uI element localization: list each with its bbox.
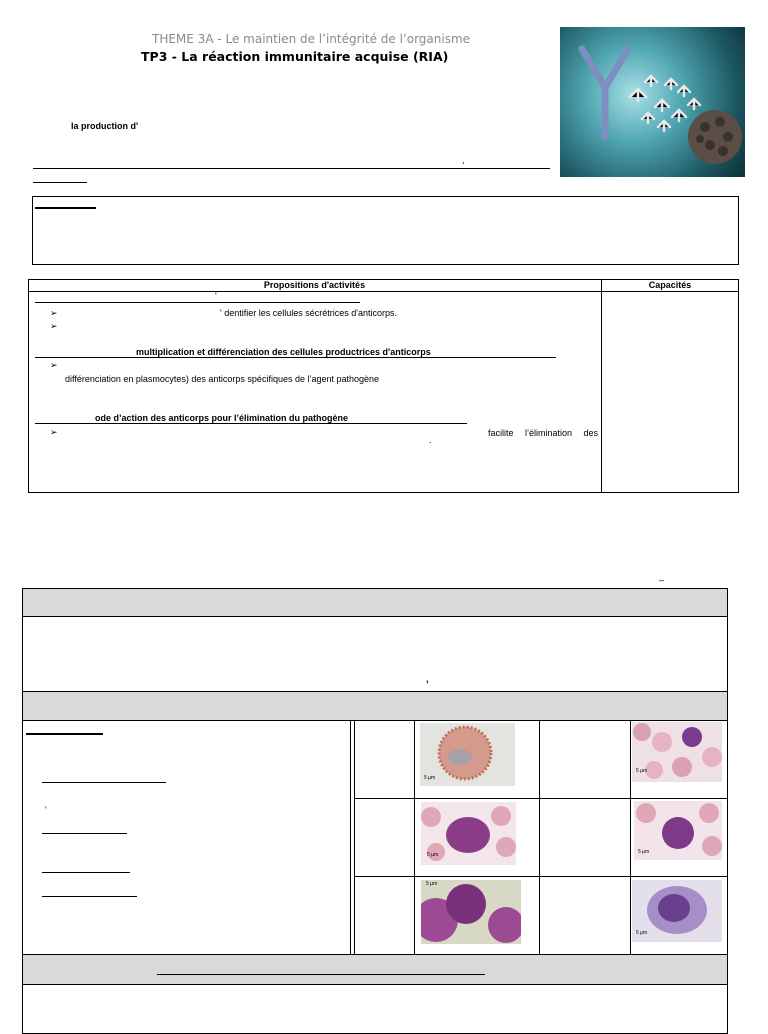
row1-apostrophe: ': [215, 291, 217, 301]
cells-answer-line-4: [42, 896, 137, 897]
col-propositions: Propositions d'activités: [263, 280, 366, 290]
cells-area: [22, 720, 728, 955]
section-body-3: [22, 984, 728, 1034]
scale-label-4: 5 µm: [638, 849, 650, 855]
cells-answer-line-2: [42, 833, 127, 834]
scale-label-1: 5 µm: [424, 775, 436, 781]
bullet-3: ➢: [50, 360, 58, 370]
lower-dash: –: [659, 575, 665, 585]
row1-bullet1-text: ' dentifier les cellules sécrétrices d'anticorps.: [220, 308, 398, 318]
cells-divider-a: [350, 720, 351, 955]
row2-text: différenciation en plasmocytes) des anticorps spécifiques de l’agent pathogène: [65, 374, 380, 384]
scale-label-6: 5 µm: [636, 930, 648, 936]
lower-comma: ,: [426, 674, 429, 684]
bullet-4: ➢: [50, 427, 58, 437]
intro-production-text: la production d': [71, 121, 139, 131]
activities-table-header-line: [28, 291, 739, 292]
section-body-1: [22, 616, 728, 692]
row3-heading: ode d’action des anticorps pour l’élimination du pathogène: [95, 413, 349, 423]
intro-line-1: [33, 168, 550, 169]
cells-divider-e: [630, 720, 631, 955]
cells-row-line-2: [354, 876, 728, 877]
tp-title: TP3 - La réaction immunitaire acquise (RIA): [141, 49, 449, 64]
scale-label-3: 5 µm: [427, 852, 439, 858]
row3-period: .: [429, 435, 432, 445]
theme-title: THEME 3A - Le maintien de l’intégrité de l’organisme: [152, 32, 471, 46]
row3-text: facilite l’élimination des: [488, 428, 598, 438]
row2-heading: multiplication et différenciation des cellules productrices d'anticorps: [136, 347, 431, 357]
activities-table-divider: [601, 279, 602, 493]
cells-answer-line-1: [42, 782, 166, 783]
antibody-illustration: [560, 27, 745, 177]
cells-apostrophe: ': [45, 805, 47, 815]
bullet-2: ➢: [50, 321, 58, 331]
section-header-1: [22, 588, 728, 617]
cells-divider-c: [414, 720, 415, 955]
cells-heading-underline: [26, 733, 103, 735]
col-capacites: Capacités: [648, 280, 692, 290]
cells-row-line-1: [354, 798, 728, 799]
cells-divider-b: [354, 720, 355, 955]
section-header-3-line: [157, 974, 485, 975]
section-header-3: [22, 954, 728, 985]
problem-box-heading-underline: [35, 207, 96, 209]
scale-label-2: 5 µm: [636, 768, 648, 774]
bullet-1: ➢: [50, 308, 58, 318]
row3-heading-line: [35, 423, 467, 424]
micrograph-5: [421, 880, 521, 944]
intro-line-2: [33, 182, 87, 183]
cells-divider-d: [539, 720, 540, 955]
intro-comma: ,: [462, 155, 465, 165]
scale-label-5: 5 µm: [426, 881, 438, 887]
row2-heading-line: [35, 357, 556, 358]
section-header-2: [22, 691, 728, 721]
row1-heading-line: [35, 302, 360, 303]
problem-box: [32, 196, 739, 265]
cells-answer-line-3: [42, 872, 130, 873]
